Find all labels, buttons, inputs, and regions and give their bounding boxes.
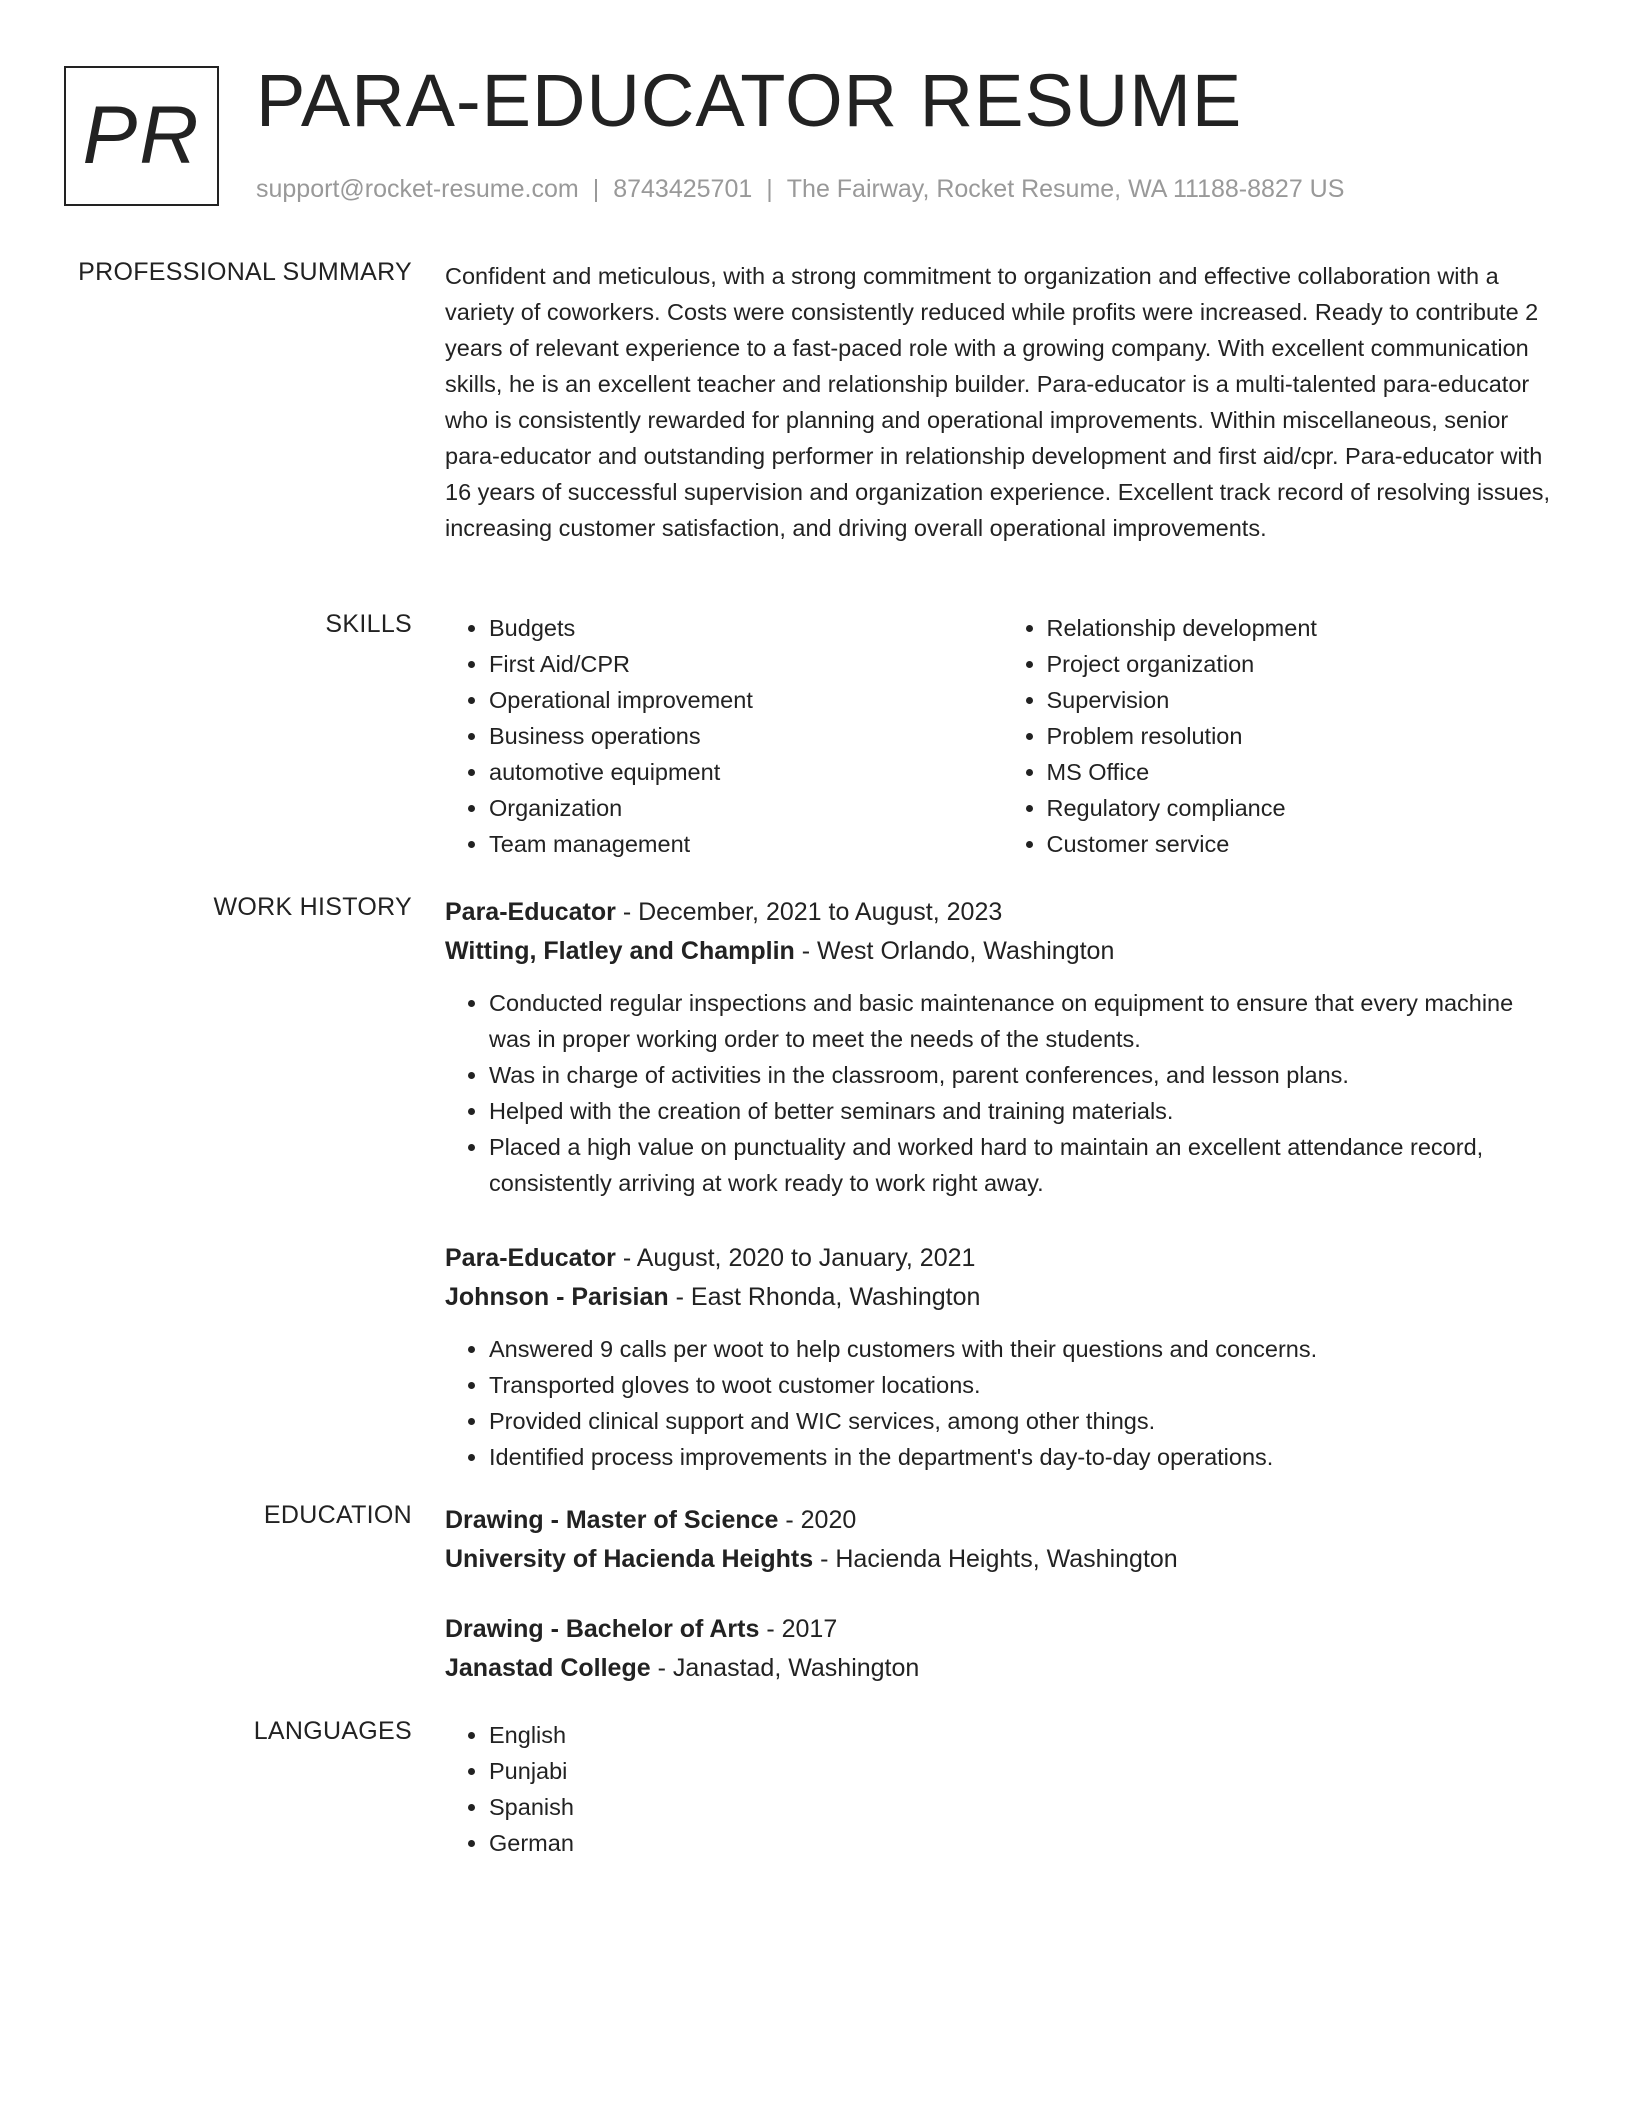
job-bullet: • Identified process improvements in the department's day-to-day operations. (489, 1439, 1560, 1475)
language-item: • Spanish (489, 1789, 1560, 1825)
skill-item: • Supervision (1047, 682, 1561, 718)
section-label-work: WORK HISTORY (213, 893, 412, 921)
monogram-box (64, 66, 219, 206)
section-label-skills: SKILLS (325, 610, 412, 638)
skill-item: • MS Office (1047, 754, 1561, 790)
skill-item: • automotive equipment (489, 754, 1003, 790)
skill-item: • Organization (489, 790, 1003, 826)
summary-text: Confident and meticulous, with a strong commitment to organization and effective collaboration with a variety of coworkers. Costs were consistently reduced while profits were increased. Ready to contribute 2 years of relevant experience to a fast-paced role with a growing company. With excellent communication skills, he is an excellent teacher and relationship builder. Para-educator is a multi-talented para-educator who is consistently rewarded for planning and operational improvements. Within miscellaneous, senior para-educator and outstanding performer in relationship development and first aid/cpr. Para-educator with 16 years of successful supervision and organization experience. Excellent track record of resolving issues, increasing customer satisfaction, and driving overall operational improvements. (445, 263, 1551, 541)
skill-item: • Operational improvement (489, 682, 1003, 718)
section-label-summary: PROFESSIONAL SUMMARY (78, 258, 412, 286)
language-item: • Punjabi (489, 1753, 1560, 1789)
job-bullet: • Provided clinical support and WIC services, among other things. (489, 1403, 1560, 1439)
section-label-languages: LANGUAGES (253, 1717, 412, 1745)
education-degree-line (445, 1610, 1560, 1649)
monogram-initials: PR (82, 90, 201, 181)
education-degree: Drawing - Master of Science (445, 1506, 779, 1534)
skill-item: • Team management (489, 826, 1003, 862)
job-bullet: • Transported gloves to woot customer locations. (489, 1367, 1560, 1403)
job-title-line (445, 1239, 1560, 1278)
skill-item: • Business operations (489, 718, 1003, 754)
languages-list (445, 1717, 1560, 1861)
job-dates: - August, 2020 to January, 2021 (615, 1244, 976, 1272)
education-year: - 2020 (778, 1506, 857, 1534)
education-school: University of Hacienda Heights (445, 1545, 814, 1573)
section-label-education: EDUCATION (263, 1501, 412, 1529)
skills-list-right (1003, 610, 1561, 862)
job-title: Para-Educator (445, 1244, 616, 1272)
job-bullet: • Answered 9 calls per woot to help customers with their questions and concerns. (489, 1331, 1560, 1367)
education-school: Janastad College (445, 1654, 651, 1682)
job-bullets (445, 1331, 1560, 1475)
education-degree: Drawing - Bachelor of Arts (445, 1615, 760, 1643)
job-dates: - December, 2021 to August, 2023 (615, 898, 1003, 926)
language-item: • English (489, 1717, 1560, 1753)
job-title: Para-Educator (445, 898, 616, 926)
education-entry (445, 1501, 1560, 1579)
skill-item: • Budgets (489, 610, 1003, 646)
education-school-line (445, 1540, 1560, 1579)
resume-title: PARA-EDUCATOR RESUME (256, 59, 1243, 142)
contact-email: support@rocket-resume.com (256, 175, 579, 203)
job-company: Johnson - Parisian (445, 1283, 669, 1311)
contact-separator: | (766, 175, 773, 203)
job-bullet: • Placed a high value on punctuality and worked hard to maintain an excellent attendance record, consistently arriving at work ready to work right away. (489, 1129, 1560, 1201)
skill-item: • Customer service (1047, 826, 1561, 862)
skill-item: • Problem resolution (1047, 718, 1561, 754)
education-school-line (445, 1649, 1560, 1688)
job-entry (445, 1239, 1560, 1475)
skill-item: • First Aid/CPR (489, 646, 1003, 682)
skill-item: • Regulatory compliance (1047, 790, 1561, 826)
job-bullet: • Helped with the creation of better seminars and training materials. (489, 1093, 1560, 1129)
job-company-line (445, 932, 1560, 971)
contact-separator: | (592, 175, 600, 203)
education-degree-line (445, 1501, 1560, 1540)
job-entry (445, 893, 1560, 1201)
contact-address: The Fairway, Rocket Resume, WA 11188-8827 US (786, 175, 1345, 203)
education-entry (445, 1610, 1560, 1688)
job-location: - East Rhonda, Washington (668, 1283, 981, 1311)
job-bullet: • Conducted regular inspections and basic maintenance on equipment to ensure that every machine was in proper working order to meet the needs of the students. (489, 985, 1560, 1057)
job-title-line (445, 893, 1560, 932)
skill-item: • Relationship development (1047, 610, 1561, 646)
job-bullets (445, 985, 1560, 1201)
job-company-line (445, 1278, 1560, 1317)
contact-line (256, 175, 1344, 204)
language-item: • German (489, 1825, 1560, 1861)
education-location: - Hacienda Heights, Washington (813, 1545, 1178, 1573)
skills-list-left (445, 610, 1003, 862)
education-location: - Janastad, Washington (650, 1654, 920, 1682)
job-bullet: • Was in charge of activities in the classroom, parent conferences, and lesson plans. (489, 1057, 1560, 1093)
job-company: Witting, Flatley and Champlin (445, 937, 795, 965)
contact-phone: 8743425701 (613, 175, 753, 203)
education-year: - 2017 (759, 1615, 838, 1643)
job-location: - West Orlando, Washington (794, 937, 1115, 965)
skill-item: • Project organization (1047, 646, 1561, 682)
